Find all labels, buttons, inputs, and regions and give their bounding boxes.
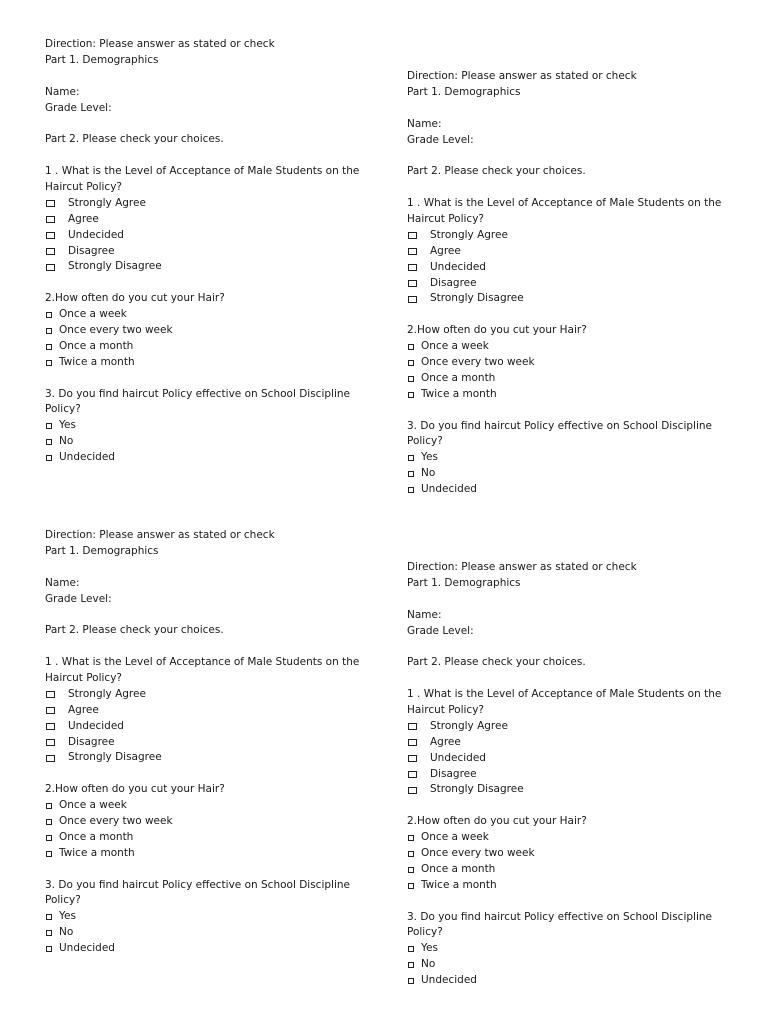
checkbox[interactable] — [46, 248, 55, 255]
checkbox[interactable] — [408, 280, 417, 287]
option-label: Once a month — [59, 830, 134, 843]
checkbox[interactable] — [408, 487, 414, 493]
option-label: Yes — [421, 451, 438, 464]
question-3-text: 3. Do you find haircut Policy effective on School Discipline — [45, 878, 350, 891]
q1-option[interactable] — [407, 291, 737, 307]
option-label: Strongly Agree — [430, 719, 508, 732]
q3-option[interactable] — [45, 941, 375, 957]
option-label: Disagree — [68, 244, 115, 257]
q1-option[interactable] — [407, 260, 737, 276]
question-1-text-cont: Haircut Policy? — [407, 704, 484, 717]
part2-heading: Part 2. Please check your choices. — [45, 133, 224, 146]
direction-text: Direction: Please answer as stated or check — [407, 561, 637, 573]
checkbox[interactable] — [408, 264, 417, 271]
grade-level-field-label: Grade Level: — [45, 101, 112, 114]
q2-option[interactable] — [45, 830, 375, 846]
q1-option[interactable] — [407, 719, 737, 735]
part2-heading: Part 2. Please check your choices. — [45, 624, 224, 637]
q2-option[interactable] — [45, 307, 375, 323]
q1-option[interactable] — [45, 196, 375, 212]
q2-option[interactable] — [407, 339, 737, 355]
q2-option[interactable] — [407, 878, 737, 894]
q1-option[interactable] — [407, 228, 737, 244]
option-label: Once every two week — [59, 815, 173, 828]
question-1-text-cont: Haircut Policy? — [45, 672, 122, 685]
q1-option[interactable] — [45, 212, 375, 228]
option-label: Twice a month — [59, 846, 135, 859]
checkbox[interactable] — [46, 691, 55, 698]
name-field-label: Name: — [407, 608, 442, 621]
direction-text: Direction: Please answer as stated or check — [45, 529, 275, 541]
q3-option[interactable] — [45, 418, 375, 434]
q3-option[interactable] — [45, 434, 375, 450]
name-field-label: Name: — [45, 576, 80, 589]
q3-option[interactable] — [407, 466, 737, 482]
checkbox[interactable] — [408, 376, 414, 382]
checkbox[interactable] — [46, 835, 52, 841]
checkbox[interactable] — [408, 867, 414, 873]
checkbox[interactable] — [408, 851, 414, 857]
question-1-text: 1 . What is the Level of Acceptance of Male Students on the — [407, 197, 722, 210]
option-label: Once a month — [421, 371, 496, 384]
direction-text: Direction: Please answer as stated or check — [407, 70, 637, 82]
survey-form-bottom-left — [45, 528, 375, 957]
q1-option[interactable] — [45, 228, 375, 244]
question-2-text: 2.How often do you cut your Hair? — [407, 815, 587, 828]
option-label: Disagree — [68, 735, 115, 748]
question-1-text: 1 . What is the Level of Acceptance of Male Students on the — [45, 656, 360, 669]
option-label: Agree — [68, 703, 99, 716]
option-label: Undecided — [59, 942, 115, 955]
q3-option[interactable] — [407, 957, 737, 973]
checkbox[interactable] — [408, 296, 417, 303]
checkbox[interactable] — [46, 200, 55, 207]
checkbox[interactable] — [46, 328, 52, 334]
q1-option[interactable] — [45, 735, 375, 751]
question-3-text-cont: Policy? — [45, 894, 81, 907]
q2-option[interactable] — [407, 371, 737, 387]
question-1-text-cont: Haircut Policy? — [407, 213, 484, 226]
checkbox[interactable] — [46, 755, 55, 762]
checkbox[interactable] — [46, 819, 52, 825]
q1-option[interactable] — [45, 259, 375, 275]
q2-option[interactable] — [407, 387, 737, 403]
option-label: Once every two week — [59, 324, 173, 337]
option-label: Strongly Disagree — [68, 260, 162, 273]
q3-option[interactable] — [407, 973, 737, 989]
question-3-text: 3. Do you find haircut Policy effective on School Discipline — [45, 387, 350, 400]
question-3-text-cont: Policy? — [407, 926, 443, 939]
option-label: Yes — [421, 942, 438, 955]
option-label: Agree — [430, 244, 461, 257]
q3-option[interactable] — [45, 909, 375, 925]
part1-heading: Part 1. Demographics — [407, 576, 521, 589]
question-3-text: 3. Do you find haircut Policy effective on School Discipline — [407, 910, 712, 923]
option-label: Once a week — [421, 831, 489, 844]
checkbox[interactable] — [46, 360, 52, 366]
grade-level-field-label: Grade Level: — [407, 624, 474, 637]
checkbox[interactable] — [46, 707, 55, 714]
name-field-label: Name: — [407, 117, 442, 130]
option-label: Strongly Disagree — [430, 783, 524, 796]
q1-option[interactable] — [407, 782, 737, 798]
q1-option[interactable] — [45, 750, 375, 766]
option-label: Yes — [59, 419, 76, 432]
q2-option[interactable] — [45, 814, 375, 830]
option-label: Twice a month — [421, 878, 497, 891]
checkbox[interactable] — [408, 946, 414, 952]
question-2-text: 2.How often do you cut your Hair? — [45, 783, 225, 796]
checkbox[interactable] — [46, 851, 52, 857]
part2-heading: Part 2. Please check your choices. — [407, 165, 586, 178]
q3-option[interactable] — [45, 450, 375, 466]
survey-form-bottom-right — [407, 560, 737, 989]
question-1-text-cont: Haircut Policy? — [45, 181, 122, 194]
q3-option[interactable] — [407, 482, 737, 498]
option-label: Once a week — [59, 799, 127, 812]
option-label: Once every two week — [421, 356, 535, 369]
checkbox[interactable] — [46, 423, 52, 429]
checkbox[interactable] — [46, 455, 52, 461]
checkbox[interactable] — [408, 232, 417, 239]
option-label: Undecided — [430, 751, 486, 764]
question-2-text: 2.How often do you cut your Hair? — [45, 292, 225, 305]
survey-form-top-left — [45, 37, 375, 466]
checkbox[interactable] — [46, 216, 55, 223]
option-label: Undecided — [68, 228, 124, 241]
checkbox[interactable] — [408, 771, 417, 778]
option-label: No — [59, 435, 74, 448]
option-label: Disagree — [430, 767, 477, 780]
q2-option[interactable] — [45, 339, 375, 355]
checkbox[interactable] — [408, 723, 417, 730]
q2-option[interactable] — [45, 355, 375, 371]
grade-level-field-label: Grade Level: — [407, 133, 474, 146]
part1-heading: Part 1. Demographics — [45, 53, 159, 66]
checkbox[interactable] — [46, 739, 55, 746]
checkbox[interactable] — [408, 978, 414, 984]
checkbox[interactable] — [46, 723, 55, 730]
question-3-text-cont: Policy? — [45, 403, 81, 416]
checkbox[interactable] — [46, 803, 52, 809]
checkbox[interactable] — [408, 455, 414, 461]
q1-option[interactable] — [407, 735, 737, 751]
q2-option[interactable] — [407, 846, 737, 862]
option-label: Undecided — [68, 719, 124, 732]
q3-option[interactable] — [407, 450, 737, 466]
checkbox[interactable] — [46, 439, 52, 445]
checkbox[interactable] — [46, 264, 55, 271]
option-label: Strongly Agree — [430, 228, 508, 241]
option-label: Strongly Agree — [68, 196, 146, 209]
option-label: Agree — [68, 212, 99, 225]
q2-option[interactable] — [45, 846, 375, 862]
q1-option[interactable] — [407, 767, 737, 783]
part1-heading: Part 1. Demographics — [407, 85, 521, 98]
q1-option[interactable] — [45, 687, 375, 703]
checkbox[interactable] — [408, 962, 414, 968]
option-label: Yes — [59, 910, 76, 923]
q1-option[interactable] — [407, 751, 737, 767]
option-label: No — [59, 926, 74, 939]
q1-option[interactable] — [407, 276, 737, 292]
q3-option[interactable] — [407, 941, 737, 957]
checkbox[interactable] — [46, 914, 52, 920]
checkbox[interactable] — [46, 312, 52, 318]
survey-form-top-right — [407, 69, 737, 498]
question-1-text: 1 . What is the Level of Acceptance of Male Students on the — [45, 165, 360, 178]
option-label: No — [421, 467, 436, 480]
option-label: Strongly Disagree — [68, 751, 162, 764]
question-3-text: 3. Do you find haircut Policy effective on School Discipline — [407, 419, 712, 432]
part1-heading: Part 1. Demographics — [45, 544, 159, 557]
checkbox[interactable] — [408, 248, 417, 255]
checkbox[interactable] — [408, 360, 414, 366]
option-label: Once a week — [59, 308, 127, 321]
option-label: Once a month — [59, 339, 134, 352]
question-1-text: 1 . What is the Level of Acceptance of Male Students on the — [407, 688, 722, 701]
q1-option[interactable] — [45, 244, 375, 260]
grade-level-field-label: Grade Level: — [45, 592, 112, 605]
checkbox[interactable] — [408, 739, 417, 746]
option-label: Undecided — [430, 260, 486, 273]
checkbox[interactable] — [408, 392, 414, 398]
option-label: Once a month — [421, 862, 496, 875]
checkbox[interactable] — [46, 344, 52, 350]
question-2-text: 2.How often do you cut your Hair? — [407, 324, 587, 337]
checkbox[interactable] — [408, 471, 414, 477]
checkbox[interactable] — [408, 344, 414, 350]
checkbox[interactable] — [46, 232, 55, 239]
q3-option[interactable] — [45, 925, 375, 941]
direction-text: Direction: Please answer as stated or check — [45, 38, 275, 50]
q1-option[interactable] — [45, 719, 375, 735]
q2-option[interactable] — [407, 355, 737, 371]
option-label: Once a week — [421, 340, 489, 353]
option-label: Twice a month — [59, 355, 135, 368]
checkbox[interactable] — [408, 787, 417, 794]
q1-option[interactable] — [407, 244, 737, 260]
checkbox[interactable] — [46, 930, 52, 936]
q2-option[interactable] — [407, 862, 737, 878]
option-label: Strongly Disagree — [430, 292, 524, 305]
checkbox[interactable] — [408, 835, 414, 841]
q2-option[interactable] — [407, 830, 737, 846]
checkbox[interactable] — [408, 883, 414, 889]
option-label: Twice a month — [421, 387, 497, 400]
question-3-text-cont: Policy? — [407, 435, 443, 448]
option-label: No — [421, 958, 436, 971]
option-label: Undecided — [421, 483, 477, 496]
option-label: Once every two week — [421, 847, 535, 860]
option-label: Undecided — [421, 974, 477, 987]
option-label: Undecided — [59, 451, 115, 464]
q2-option[interactable] — [45, 323, 375, 339]
part2-heading: Part 2. Please check your choices. — [407, 656, 586, 669]
checkbox[interactable] — [46, 946, 52, 952]
checkbox[interactable] — [408, 755, 417, 762]
q2-option[interactable] — [45, 798, 375, 814]
name-field-label: Name: — [45, 85, 80, 98]
q1-option[interactable] — [45, 703, 375, 719]
option-label: Disagree — [430, 276, 477, 289]
option-label: Agree — [430, 735, 461, 748]
option-label: Strongly Agree — [68, 687, 146, 700]
